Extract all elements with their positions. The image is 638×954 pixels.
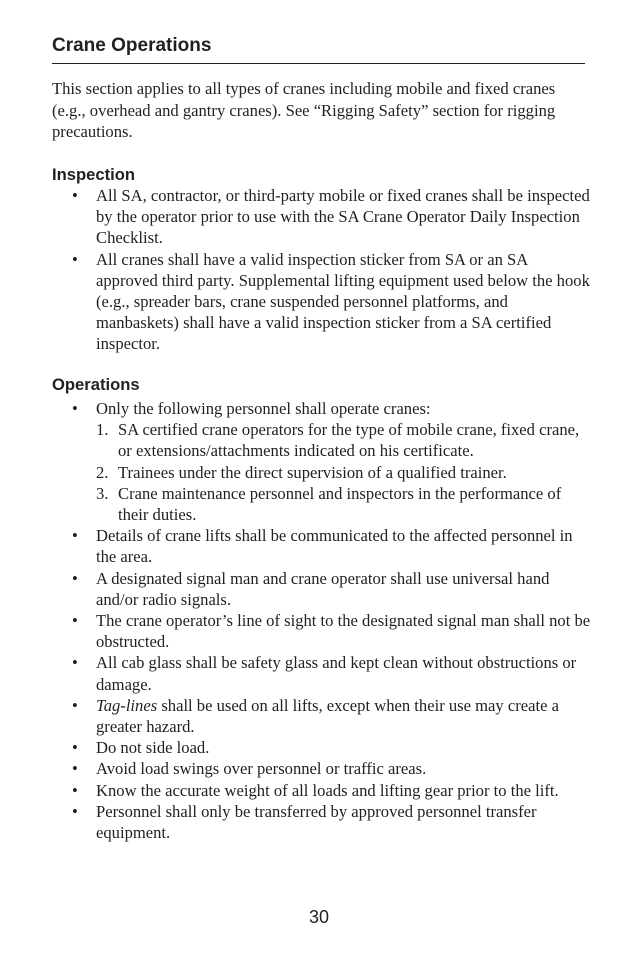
bullet-icon: •: [72, 611, 78, 631]
list-item-text: Only the following personnel shall operate cranes:: [96, 399, 431, 418]
authorized-personnel-list: [96, 419, 592, 525]
numbered-item: [96, 483, 592, 525]
bullet-icon: •: [72, 759, 78, 779]
list-item-text: Personnel shall only be transferred by approved personnel transfer equipment.: [96, 801, 537, 843]
list-item-text: All SA, contractor, or third-party mobile or fixed cranes shall be inspected by the operator prior to use with the SA Crane Operator Daily Inspection Checklist.: [96, 186, 590, 248]
list-item: [52, 568, 592, 610]
intro-paragraph: This section applies to all types of cranes including mobile and fixed cranes (e.g., overhead and gantry cranes). See “Rigging Safety” section for rigging precautions.: [52, 79, 556, 141]
item-number: 2.: [96, 462, 109, 482]
list-item-text: All cab glass shall be safety glass and kept clean without obstructions or damage.: [96, 653, 577, 694]
list-item-text: Do not side load.: [96, 738, 210, 758]
bullet-icon: •: [72, 186, 78, 205]
inspection-list: [52, 185, 592, 355]
list-item-text: Details of crane lifts shall be communicated to the affected personnel in the area.: [96, 526, 573, 567]
numbered-item-text: Trainees under the direct supervision of a qualified trainer.: [118, 462, 507, 482]
list-item-text: shall be used on all lifts, except when their use may create a greater hazard.: [96, 695, 559, 737]
bullet-icon: •: [72, 526, 78, 546]
bullet-icon: •: [72, 249, 78, 269]
list-item: [52, 652, 592, 694]
tagline-term: Tag-lines: [96, 695, 158, 715]
numbered-item-text: SA certified crane operators for the type of mobile crane, fixed crane, or extensions/attachments indicated on his certificate.: [118, 420, 580, 461]
title-rule: [52, 63, 585, 64]
numbered-item: [96, 419, 592, 461]
list-item: [52, 780, 592, 801]
bullet-icon: •: [72, 568, 78, 588]
list-item: [52, 185, 592, 249]
bullet-icon: •: [72, 653, 78, 673]
list-item: [52, 610, 592, 652]
bullet-icon: •: [72, 738, 78, 758]
list-item-text: The crane operator’s line of sight to the designated signal man shall not be obstructed.: [96, 611, 591, 652]
list-item-text: Know the accurate weight of all loads and lifting gear prior to the lift.: [96, 780, 559, 800]
bullet-icon: •: [72, 801, 78, 821]
section-title: Crane Operations: [52, 35, 212, 56]
list-item-text: All cranes shall have a valid inspection sticker from SA or an SA approved third party. Supplemental lifting equipment used below the hook (e.g., spreader bars, crane suspended personnel platforms, and manbaskets) shall have a valid inspection sticker from a SA certified inspector.: [96, 249, 590, 354]
numbered-item-text: Crane maintenance personnel and inspectors in the performance of their duties.: [118, 483, 562, 525]
page-number: 30: [308, 907, 330, 927]
list-item: [52, 695, 592, 737]
operations-heading: Operations: [52, 375, 140, 394]
list-item: [52, 758, 592, 779]
list-item: [52, 398, 592, 525]
list-item: [52, 737, 592, 758]
item-number: 3.: [96, 483, 109, 503]
bullet-icon: •: [72, 399, 78, 418]
bullet-icon: •: [72, 695, 78, 715]
operations-list: [52, 398, 592, 843]
numbered-item: [96, 462, 592, 483]
list-item-text: Avoid load swings over personnel or traffic areas.: [96, 759, 427, 779]
list-item: [52, 249, 592, 355]
bullet-icon: •: [72, 780, 78, 800]
list-item: [52, 525, 592, 567]
item-number: 1.: [96, 420, 109, 440]
list-item: [52, 801, 592, 843]
list-item-text: A designated signal man and crane operator shall use universal hand and/or radio signals.: [96, 568, 550, 609]
inspection-heading: Inspection: [52, 165, 135, 184]
